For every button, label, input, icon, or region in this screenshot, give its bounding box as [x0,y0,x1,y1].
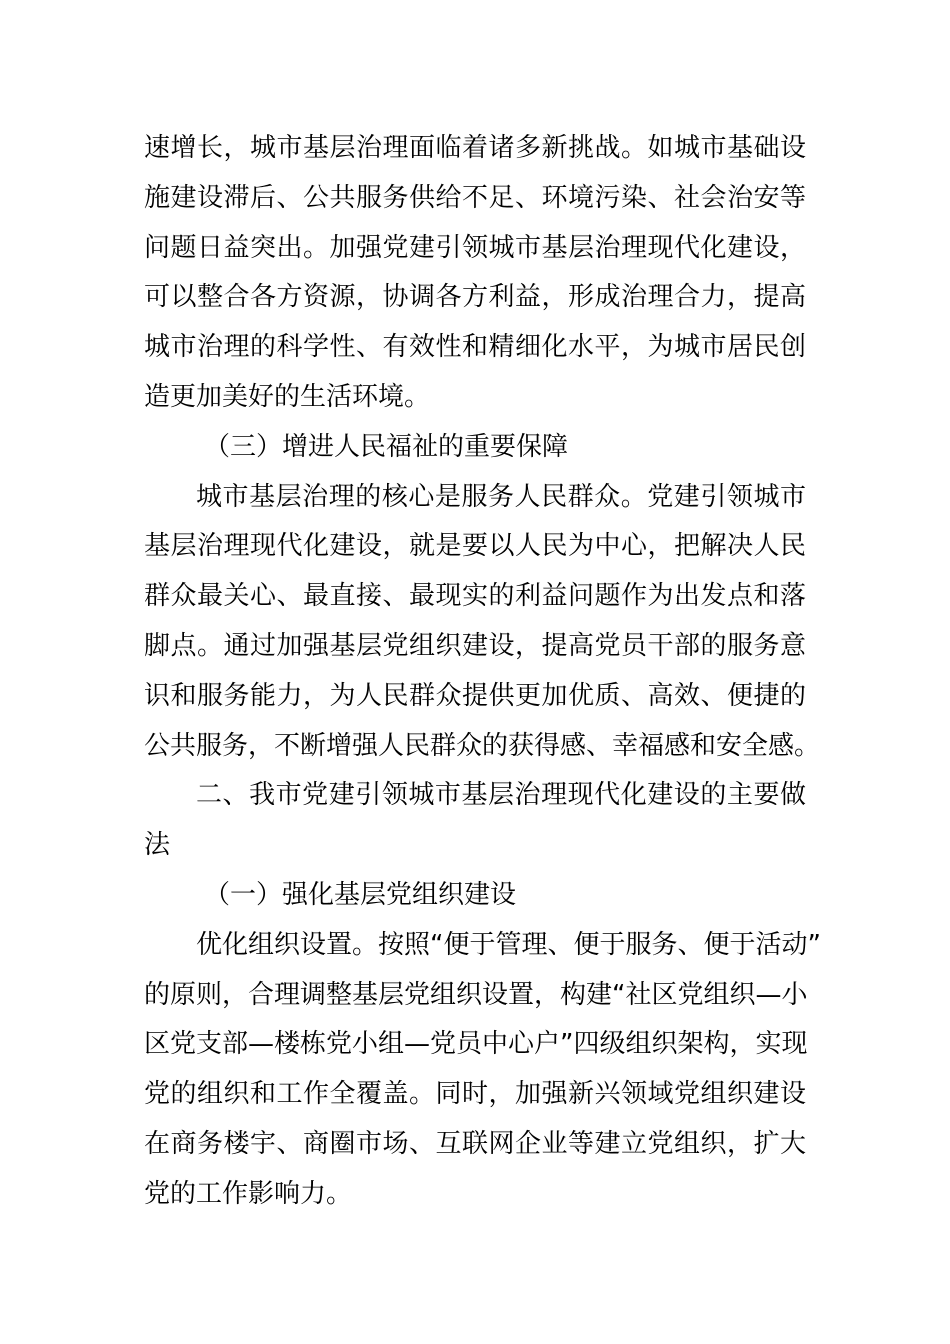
paragraph-line: 党的工作影响力。 [144,1178,353,1209]
chapter-heading: 法 [144,830,171,861]
paragraph-line: 区党支部—楼栋党小组—党员中心户”四级组织架构，实现 [144,1029,808,1060]
paragraph-line: 的原则，合理调整基层党组织设置，构建“社区党组织—小 [144,979,808,1010]
paragraph-line: 党的组织和工作全覆盖。同时，加强新兴领域党组织建设 [144,1079,806,1110]
chapter-heading: 二、我市党建引领城市基层治理现代化建设的主要做 [196,780,806,811]
paragraph-line: 可以整合各方资源，协调各方利益，形成治理合力，提高 [144,282,806,313]
paragraph-line: 脚点。通过加强基层党组织建设，提高党员干部的服务意 [144,630,806,661]
paragraph-line: 施建设滞后、公共服务供给不足、环境污染、社会治安等 [144,182,806,213]
paragraph-line: 优化组织设置。按照“便于管理、便于服务、便于活动” [196,929,821,960]
paragraph-line: 识和服务能力，为人民群众提供更加优质、高效、便捷的 [144,680,806,711]
paragraph-line: 问题日益突出。加强党建引领城市基层治理现代化建设， [144,232,806,263]
paragraph-line: 速增长，城市基层治理面临着诸多新挑战。如城市基础设 [144,133,806,163]
paragraph-line: 群众最关心、最直接、最现实的利益问题作为出发点和落 [144,581,806,612]
paragraph-line: 公共服务，不断增强人民群众的获得感、幸福感和安全感。 [144,730,821,761]
document-body [144,124,821,1220]
paragraph-line: 城市治理的科学性、有效性和精细化水平，为城市居民创 [144,332,806,363]
paragraph-line: 城市基层治理的核心是服务人民群众。党建引领城市 [196,481,806,512]
paragraph-line: 造更加美好的生活环境。 [144,381,431,412]
paragraph-line: 基层治理现代化建设，就是要以人民为中心，把解决人民 [144,531,806,562]
section-heading: （一）强化基层党组织建设 [204,879,517,910]
section-heading: （三）增进人民福祉的重要保障 [204,431,569,462]
paragraph-line: 在商务楼宇、商圈市场、互联网企业等建立党组织，扩大 [144,1128,806,1159]
